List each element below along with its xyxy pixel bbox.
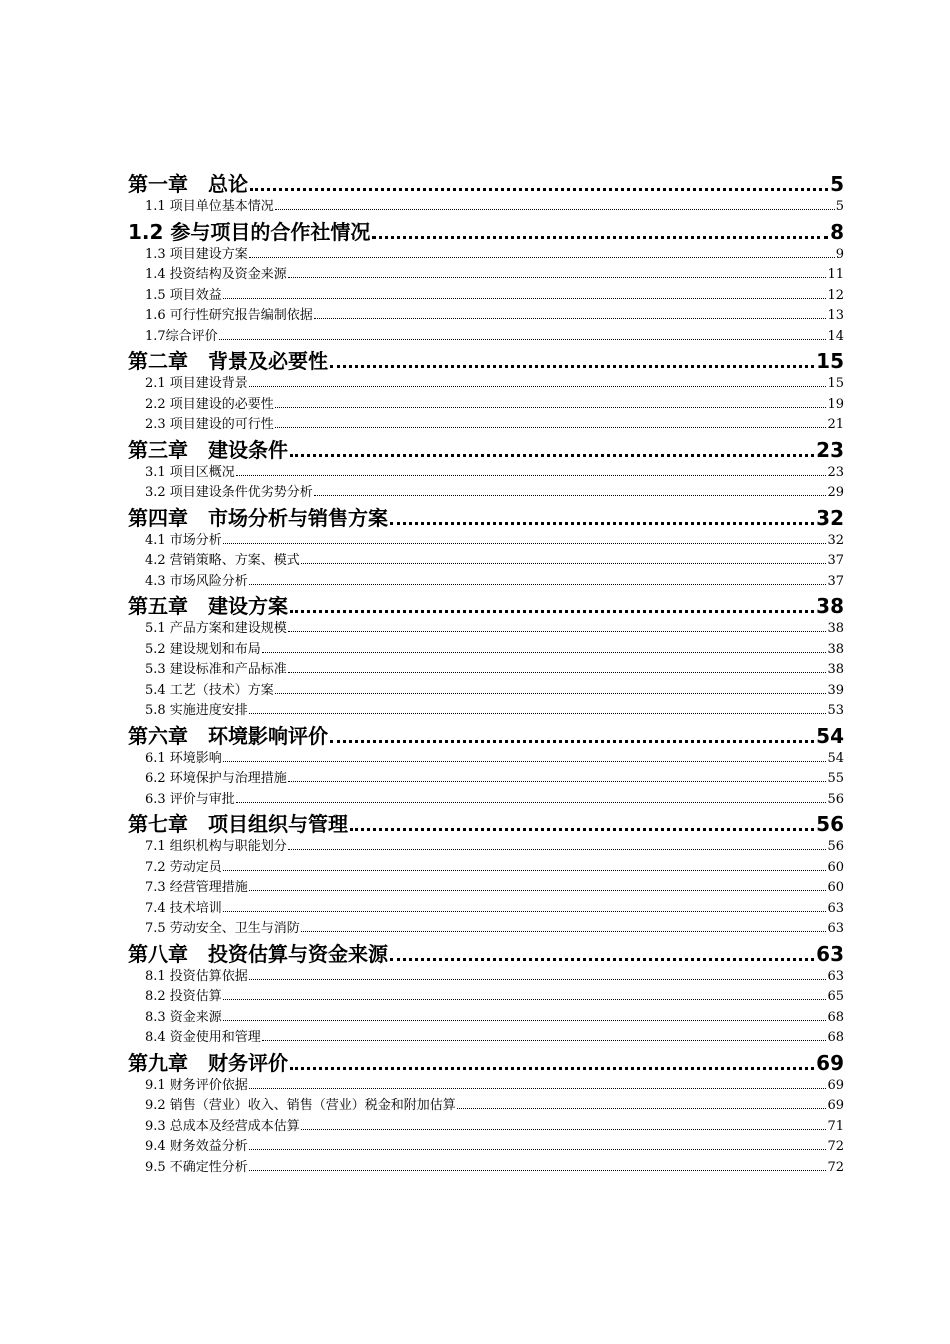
toc-section-entry[interactable]	[128, 1006, 844, 1027]
toc-section-entry[interactable]	[128, 876, 844, 897]
toc-section-entry[interactable]	[128, 529, 844, 550]
toc-entry-page-number: 72	[827, 1139, 844, 1154]
toc-entry-title: 5.8 实施进度安排	[145, 703, 248, 718]
toc-entry-title: 8.4 资金使用和管理	[145, 1030, 261, 1045]
toc-entry-page-number: 5	[835, 199, 844, 214]
toc-entry-page-number: 29	[827, 485, 844, 500]
dot-leader	[301, 562, 827, 564]
toc-entry-title: 2.3 项目建设的可行性	[145, 417, 274, 432]
toc-entry-page-number: 14	[827, 328, 844, 344]
toc-entry-page-number: 37	[827, 553, 844, 568]
toc-entry-page-number: 38	[827, 621, 844, 636]
dot-leader	[249, 889, 827, 891]
toc-entry-title: 6.1 环境影响	[145, 750, 222, 766]
toc-entry-title: 1.7综合评价	[145, 328, 218, 344]
dot-leader	[249, 256, 835, 258]
dot-leader	[314, 317, 827, 319]
dot-leader	[288, 780, 827, 782]
toc-section-entry[interactable]	[128, 897, 844, 918]
toc-section-entry[interactable]	[128, 1026, 844, 1047]
toc-entry-page-number: 72	[827, 1159, 844, 1175]
dot-leader	[223, 760, 827, 762]
toc-entry-title: 3.2 项目建设条件优劣势分析	[145, 485, 313, 500]
dot-leader	[249, 1169, 827, 1171]
toc-section-entry[interactable]	[128, 284, 844, 305]
toc-entry-title: 第九章 财务评价	[128, 1050, 288, 1074]
toc-chapter-entry[interactable]	[128, 502, 844, 529]
toc-entry-title: 1.6 可行性研究报告编制依据	[145, 308, 313, 323]
toc-entry-title: 9.1 财务评价依据	[145, 1077, 248, 1093]
toc-section-entry[interactable]	[128, 1115, 844, 1136]
toc-entry-page-number: 37	[827, 573, 844, 589]
toc-entry-page-number: 15	[816, 349, 844, 372]
toc-entry-title: 6.2 环境保护与治理措施	[145, 771, 287, 786]
toc-section-entry[interactable]	[128, 679, 844, 700]
dot-leader	[288, 848, 827, 850]
toc-entry-title: 7.1 组织机构与职能划分	[145, 839, 287, 854]
toc-entry-title: 4.1 市场分析	[145, 532, 222, 548]
toc-section-entry[interactable]	[128, 570, 844, 591]
toc-section-entry[interactable]	[128, 263, 844, 284]
toc-entry-page-number: 39	[827, 682, 844, 698]
toc-entry-page-number: 68	[827, 1009, 844, 1025]
toc-entry-page-number: 68	[827, 1030, 844, 1045]
toc-entry-title: 2.1 项目建设背景	[145, 376, 248, 391]
toc-section-entry[interactable]	[128, 325, 844, 346]
toc-entry-page-number: 69	[827, 1077, 844, 1093]
dot-leader	[457, 1107, 827, 1109]
dot-leader	[236, 474, 827, 476]
dot-leader	[219, 338, 827, 340]
toc-entry-title: 7.2 劳动定员	[145, 859, 222, 875]
toc-entry-page-number: 38	[816, 594, 844, 617]
dot-leader	[290, 1066, 814, 1070]
toc-entry-page-number: 54	[827, 750, 844, 766]
dot-leader	[290, 609, 814, 613]
toc-chapter-entry[interactable]	[128, 720, 844, 747]
toc-chapter-entry[interactable]	[128, 345, 844, 372]
toc-chapter-entry[interactable]	[128, 434, 844, 461]
toc-entry-page-number: 63	[827, 900, 844, 916]
toc-section-entry[interactable]	[128, 658, 844, 679]
dot-leader	[314, 494, 827, 496]
toc-section-entry[interactable]	[128, 1135, 844, 1156]
dot-leader	[390, 957, 814, 961]
dot-leader	[330, 364, 814, 368]
toc-section-entry[interactable]	[128, 856, 844, 877]
toc-entry-page-number: 53	[827, 703, 844, 718]
dot-leader	[288, 671, 827, 673]
toc-entry-page-number: 23	[816, 437, 844, 461]
toc-entry-page-number: 13	[827, 308, 844, 323]
dot-leader	[249, 385, 827, 387]
toc-entry-page-number: 65	[827, 989, 844, 1004]
toc-entry-title: 3.1 项目区概况	[145, 464, 235, 480]
toc-entry-title: 1.3 项目建设方案	[145, 246, 248, 262]
toc-entry-title: 1.4 投资结构及资金来源	[145, 267, 287, 282]
toc-chapter-entry[interactable]	[128, 808, 844, 835]
toc-entry-title: 1.1 项目单位基本情况	[145, 199, 274, 214]
toc-entry-page-number: 60	[827, 880, 844, 895]
toc-section-entry[interactable]	[128, 917, 844, 938]
dot-leader	[249, 712, 827, 714]
toc-entry-page-number: 54	[816, 723, 844, 747]
dot-leader	[223, 998, 827, 1000]
toc-section-entry[interactable]	[128, 767, 844, 788]
dot-leader	[330, 739, 814, 743]
toc-entry-title: 5.4 工艺（技术）方案	[145, 682, 274, 698]
toc-section-entry[interactable]	[128, 243, 844, 264]
toc-section-entry[interactable]	[128, 195, 844, 216]
toc-chapter-entry[interactable]	[128, 938, 844, 965]
dot-leader	[372, 235, 828, 239]
toc-entry-page-number: 71	[827, 1118, 844, 1134]
dot-leader	[262, 1039, 827, 1041]
dot-leader	[223, 1019, 827, 1021]
toc-entry-title: 第五章 建设方案	[128, 594, 288, 617]
toc-entry-page-number: 56	[816, 812, 844, 835]
toc-section-entry[interactable]	[128, 461, 844, 482]
toc-entry-page-number: 60	[827, 859, 844, 875]
toc-entry-title: 2.2 项目建设的必要性	[145, 396, 274, 412]
toc-entry-title: 5.1 产品方案和建设规模	[145, 621, 287, 636]
toc-chapter-entry[interactable]	[128, 216, 844, 243]
toc-entry-page-number: 9	[835, 246, 844, 262]
toc-entry-title: 第六章 环境影响评价	[128, 723, 328, 747]
dot-leader	[290, 453, 814, 457]
dot-leader	[236, 801, 827, 803]
toc-entry-title: 9.5 不确定性分析	[145, 1159, 248, 1175]
toc-section-entry[interactable]	[128, 965, 844, 986]
dot-leader	[223, 869, 827, 871]
toc-entry-page-number: 56	[827, 791, 844, 807]
toc-entry-title: 7.4 技术培训	[145, 900, 222, 916]
toc-section-entry[interactable]	[128, 699, 844, 720]
table-of-contents	[128, 168, 844, 1176]
toc-section-entry[interactable]	[128, 1094, 844, 1115]
dot-leader	[390, 521, 814, 525]
toc-entry-title: 7.5 劳动安全、卫生与消防	[145, 921, 300, 936]
toc-section-entry[interactable]	[128, 393, 844, 414]
toc-entry-title: 第一章 总论	[128, 172, 248, 195]
toc-entry-page-number: 32	[816, 505, 844, 529]
toc-section-entry[interactable]	[128, 481, 844, 502]
toc-entry-page-number: 32	[827, 532, 844, 548]
toc-entry-title: 7.3 经营管理措施	[145, 880, 248, 895]
toc-section-entry[interactable]	[128, 1074, 844, 1095]
dot-leader	[249, 1087, 827, 1089]
toc-entry-title: 5.3 建设标准和产品标准	[145, 662, 287, 677]
dot-leader	[223, 910, 827, 912]
toc-entry-title: 6.3 评价与审批	[145, 791, 235, 807]
toc-entry-page-number: 12	[827, 287, 844, 303]
dot-leader	[275, 692, 827, 694]
toc-entry-title: 4.3 市场风险分析	[145, 573, 248, 589]
toc-entry-title: 第七章 项目组织与管理	[128, 812, 348, 835]
toc-section-entry[interactable]	[128, 638, 844, 659]
toc-chapter-entry[interactable]	[128, 590, 844, 617]
toc-entry-title: 第二章 背景及必要性	[128, 349, 328, 372]
toc-entry-page-number: 21	[827, 417, 844, 432]
toc-entry-title: 4.2 营销策略、方案、模式	[145, 553, 300, 568]
dot-leader	[262, 651, 827, 653]
toc-entry-page-number: 63	[816, 941, 844, 965]
dot-leader	[301, 1128, 827, 1130]
toc-entry-page-number: 23	[827, 464, 844, 480]
dot-leader	[249, 1148, 827, 1150]
toc-section-entry[interactable]	[128, 747, 844, 768]
toc-section-entry[interactable]	[128, 617, 844, 638]
toc-entry-title: 第八章 投资估算与资金来源	[128, 941, 388, 965]
dot-leader	[249, 978, 827, 980]
toc-section-entry[interactable]	[128, 985, 844, 1006]
toc-entry-title: 8.3 资金来源	[145, 1009, 222, 1025]
toc-entry-page-number: 19	[827, 396, 844, 412]
dot-leader	[350, 827, 814, 831]
dot-leader	[275, 208, 835, 210]
toc-section-entry[interactable]	[128, 413, 844, 434]
toc-entry-title: 1.2 参与项目的合作社情况	[128, 219, 371, 243]
toc-entry-title: 9.3 总成本及经营成本估算	[145, 1118, 300, 1134]
toc-entry-page-number: 11	[827, 267, 844, 282]
toc-entry-page-number: 8	[830, 219, 844, 243]
toc-section-entry[interactable]	[128, 835, 844, 856]
toc-chapter-entry[interactable]	[128, 168, 844, 195]
toc-entry-title: 9.2 销售（营业）收入、销售（营业）税金和附加估算	[145, 1098, 456, 1113]
dot-leader	[223, 297, 827, 299]
toc-entry-page-number: 55	[827, 771, 844, 786]
toc-entry-title: 9.4 财务效益分析	[145, 1139, 248, 1154]
dot-leader	[275, 426, 827, 428]
toc-section-entry[interactable]	[128, 1156, 844, 1177]
toc-entry-title: 5.2 建设规划和布局	[145, 641, 261, 657]
toc-entry-title: 8.2 投资估算	[145, 989, 222, 1004]
dot-leader	[275, 406, 827, 408]
toc-entry-page-number: 69	[816, 1050, 844, 1074]
toc-entry-page-number: 38	[827, 662, 844, 677]
toc-entry-title: 8.1 投资估算依据	[145, 968, 248, 984]
dot-leader	[288, 630, 827, 632]
dot-leader	[250, 187, 828, 191]
toc-entry-page-number: 15	[827, 376, 844, 391]
toc-section-entry[interactable]	[128, 549, 844, 570]
dot-leader	[223, 542, 827, 544]
toc-section-entry[interactable]	[128, 304, 844, 325]
toc-entry-page-number: 63	[827, 921, 844, 936]
toc-entry-title: 1.5 项目效益	[145, 287, 222, 303]
toc-section-entry[interactable]	[128, 372, 844, 393]
dot-leader	[288, 276, 827, 278]
toc-section-entry[interactable]	[128, 788, 844, 809]
toc-entry-page-number: 63	[827, 968, 844, 984]
toc-entry-title: 第三章 建设条件	[128, 437, 288, 461]
toc-entry-page-number: 69	[827, 1098, 844, 1113]
toc-entry-page-number: 56	[827, 839, 844, 854]
dot-leader	[249, 583, 827, 585]
toc-entry-page-number: 38	[827, 641, 844, 657]
dot-leader	[301, 930, 827, 932]
toc-entry-title: 第四章 市场分析与销售方案	[128, 505, 388, 529]
toc-chapter-entry[interactable]	[128, 1047, 844, 1074]
toc-entry-page-number: 5	[830, 172, 844, 195]
